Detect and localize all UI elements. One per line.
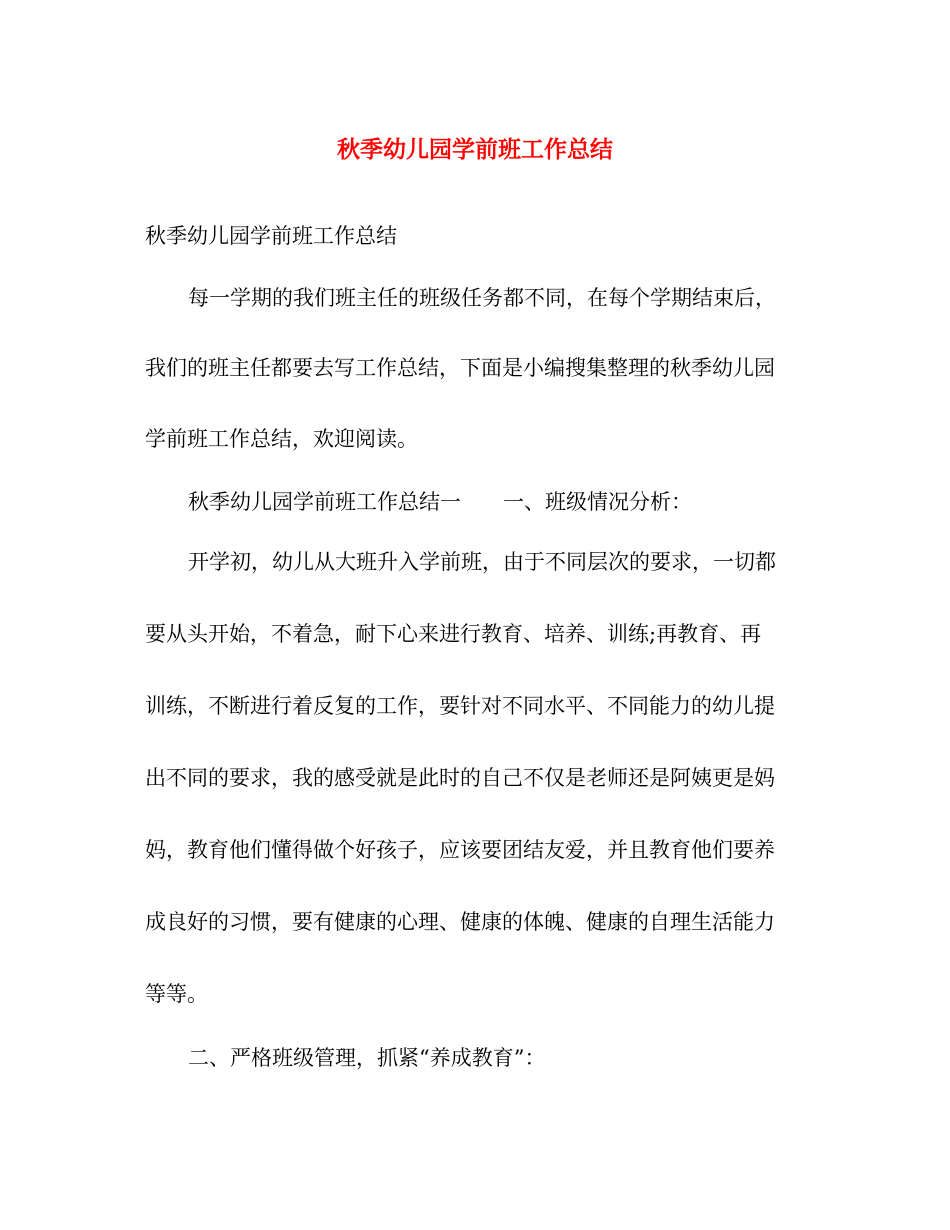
paragraph-line: 开学初，幼儿从大班升入学前班，由于不同层次的要求，一切都: [188, 550, 776, 574]
paragraph-line: 训练，不断进行着反复的工作，要针对不同水平、不同能力的幼儿提: [145, 694, 775, 718]
paragraph-line: 妈，教育他们懂得做个好孩子，应该要团结友爱，并且教育他们要养: [145, 838, 775, 862]
paragraph-line: 成良好的习惯，要有健康的心理、健康的体魄、健康的自理生活能力: [145, 910, 775, 934]
document-title: 秋季幼儿园学前班工作总结: [337, 136, 613, 163]
paragraph-line: 等等。: [145, 982, 208, 1006]
subtitle-line: 秋季幼儿园学前班工作总结: [145, 224, 397, 248]
paragraph-line: 每一学期的我们班主任的班级任务都不同，在每个学期结束后，: [188, 286, 776, 310]
section-heading-line: 二、严格班级管理，抓紧“养成教育”：: [188, 1046, 546, 1070]
paragraph-line: 我们的班主任都要去写工作总结，下面是小编搜集整理的秋季幼儿园: [145, 356, 775, 380]
section-heading-line: 秋季幼儿园学前班工作总结一 一、班级情况分析：: [188, 490, 692, 514]
paragraph-line: 学前班工作总结，欢迎阅读。: [145, 427, 418, 451]
paragraph-line: 出不同的要求，我的感受就是此时的自己不仅是老师还是阿姨更是妈: [145, 766, 775, 790]
paragraph-line: 要从头开始，不着急，耐下心来进行教育、培养、训练;再教育、再: [145, 622, 762, 646]
